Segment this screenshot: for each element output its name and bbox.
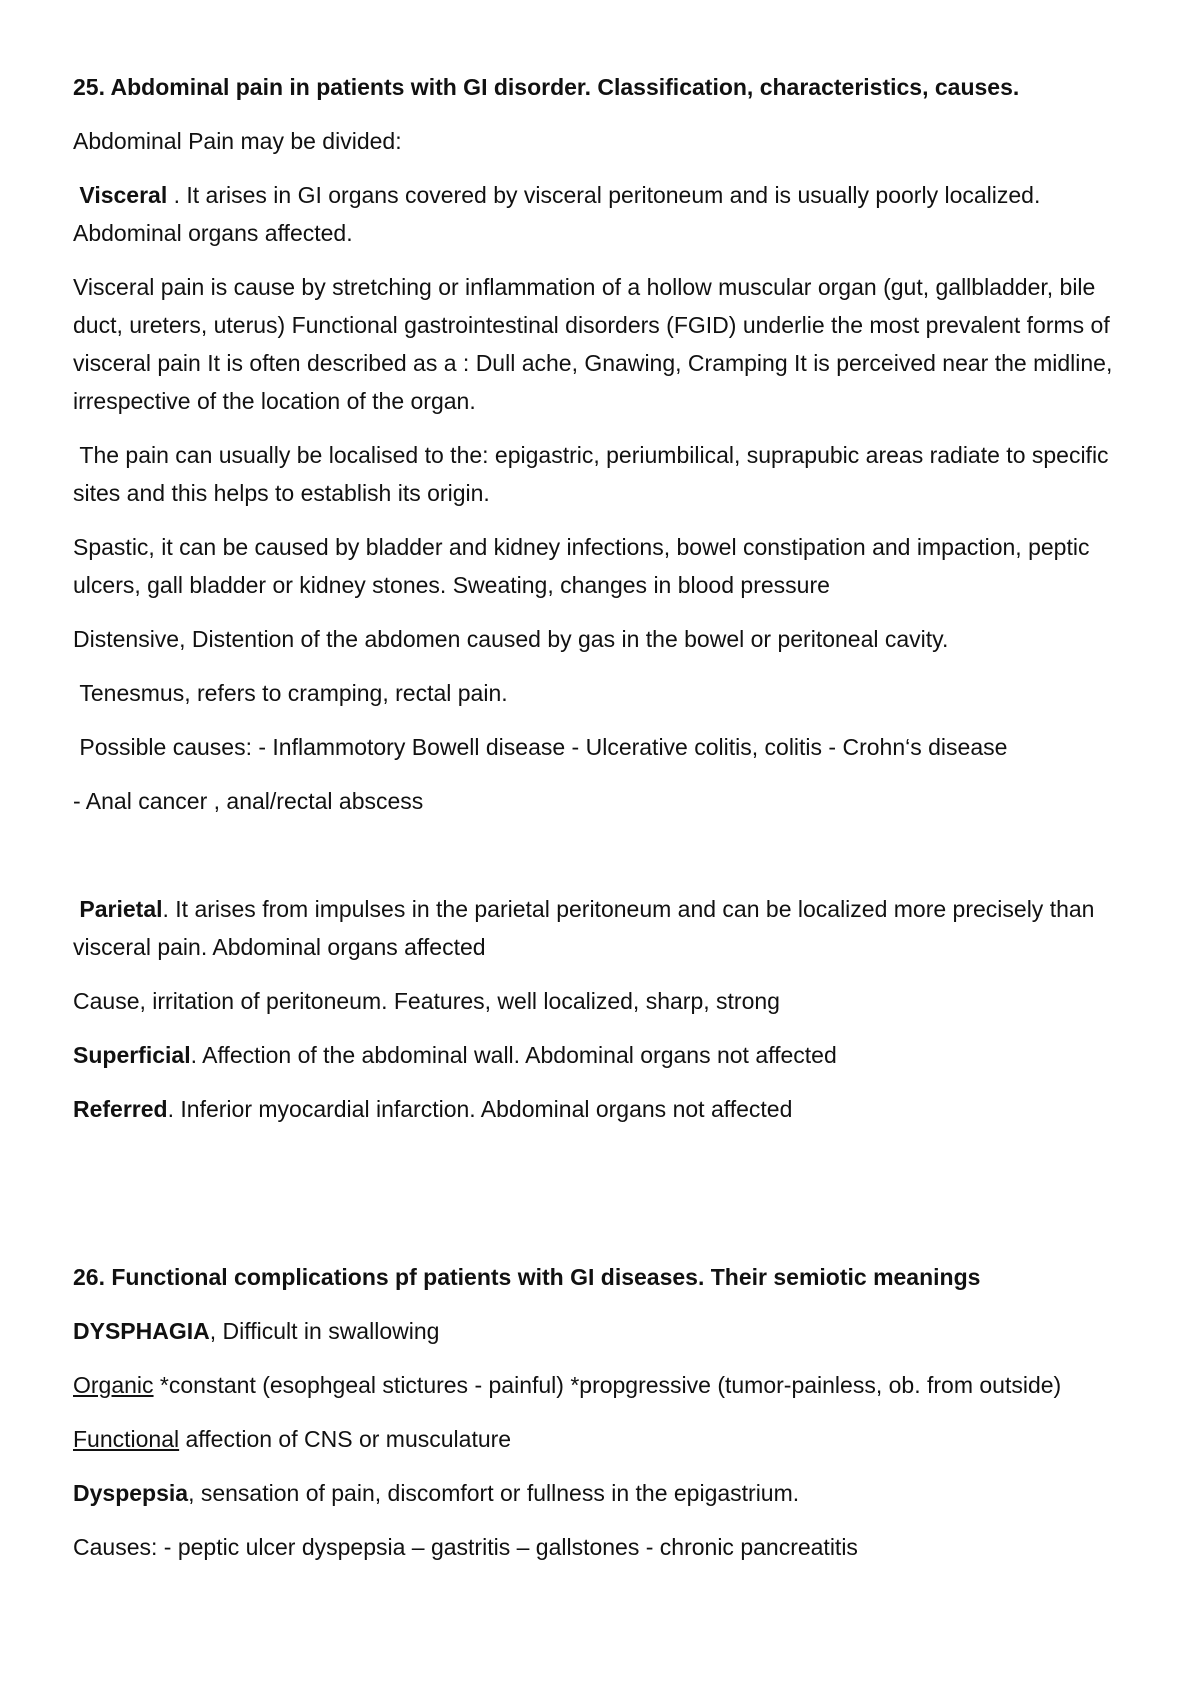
possible-causes-text: Possible causes: - Inflammotory Bowell disease - Ulcerative colitis, colitis - Crohn‘s disease [79,734,1008,760]
parietal-text: . It arises from impulses in the parietal peritoneum and can be localized more precisely than visceral pain. Abdominal organs affected [73,896,1095,960]
dysphagia-paragraph [73,1312,1143,1350]
section-26-heading: 26. Functional complications pf patients with GI diseases. Their semiotic meanings [73,1264,981,1290]
organic-paragraph [73,1366,1143,1404]
visceral-cause-paragraph: Visceral pain is cause by stretching or inflammation of a hollow muscular organ (gut, gallbladder, bile duct, ureters, uterus) Functional gastrointestinal disorders (FGID) underlie the most prevalent forms of visceral pain It is often described as a : Dull ache, Gnawing, Cramping It is perceived near the midline, irrespective of the location of the organ. [73,274,1113,414]
distensive-paragraph: Distensive, Distention of the abdomen caused by gas in the bowel or peritoneal cavity. [73,626,949,652]
referred-label: Referred [73,1096,168,1122]
organic-text: *constant (esophgeal stictures - painful) *propgressive (tumor-painless, ob. from outside) [153,1372,1062,1398]
spastic-paragraph: Spastic, it can be caused by bladder and kidney infections, bowel constipation and impaction, peptic ulcers, gall bladder or kidney stones. Sweating, changes in blood pressure [73,534,1090,598]
dysphagia-label: DYSPHAGIA [73,1318,210,1344]
functional-paragraph [73,1420,1143,1458]
anal-paragraph: - Anal cancer , anal/rectal abscess [73,788,424,814]
superficial-paragraph [73,1036,1143,1074]
visceral-text: . It arises in GI organs covered by visceral peritoneum and is usually poorly localized. Abdominal organs affected. [73,182,1041,246]
possible-causes-paragraph [73,728,1143,766]
parietal-label: Parietal [79,896,163,922]
visceral-label: Visceral [79,182,168,208]
document-page [73,68,1143,1582]
dyspepsia-label: Dyspepsia [73,1480,189,1506]
section-25-heading: 25. Abdominal pain in patients with GI disorder. Classification, characteristics, causes. [73,74,1020,100]
intro-paragraph: Abdominal Pain may be divided: [73,128,402,154]
dyspepsia-text: , sensation of pain, discomfort or fullness in the epigastrium. [188,1480,800,1506]
functional-label: Functional [73,1426,180,1452]
superficial-label: Superficial [73,1042,191,1068]
dyspepsia-paragraph [73,1474,1143,1512]
localised-text: The pain can usually be localised to the: epigastric, periumbilical, suprapubic areas radiate to specific sites and this helps to establish its origin. [73,442,1109,506]
parietal-cause-paragraph: Cause, irritation of peritoneum. Features, well localized, sharp, strong [73,988,780,1014]
visceral-paragraph [73,176,1143,252]
causes-paragraph: Causes: - peptic ulcer dyspepsia – gastritis – gallstones - chronic pancreatitis [73,1534,858,1560]
dysphagia-text: , Difficult in swallowing [209,1318,440,1344]
localised-paragraph [73,436,1143,512]
tenesmus-paragraph [73,674,1143,712]
tenesmus-text: Tenesmus, refers to cramping, rectal pain. [79,680,508,706]
functional-text: affection of CNS or musculature [179,1426,512,1452]
referred-paragraph [73,1090,1143,1128]
parietal-paragraph [73,890,1143,966]
referred-text: . Inferior myocardial infarction. Abdominal organs not affected [167,1096,793,1122]
superficial-text: . Affection of the abdominal wall. Abdominal organs not affected [190,1042,837,1068]
organic-label: Organic [73,1372,154,1398]
